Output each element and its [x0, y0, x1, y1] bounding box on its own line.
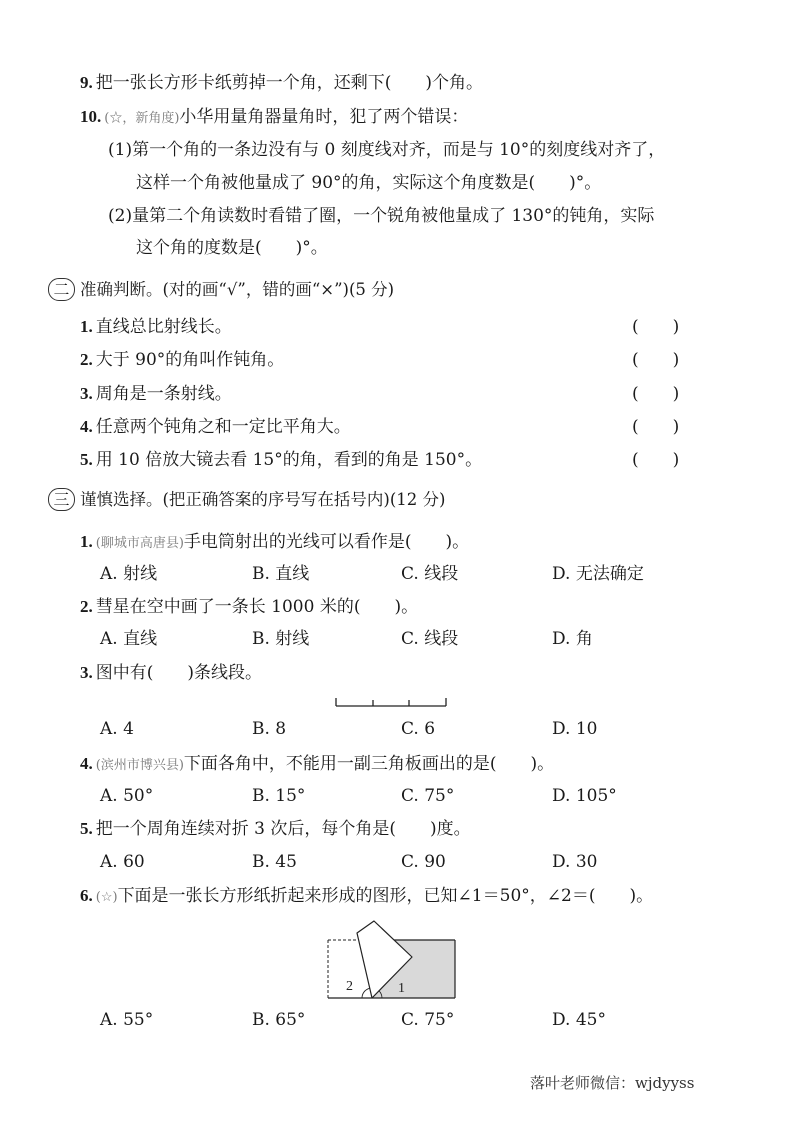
- answer-blank: ( ): [632, 317, 680, 337]
- angle-2-arc: [362, 988, 370, 998]
- question-number: 10.: [80, 107, 102, 126]
- question-text: 下面各角中，不能用一副三角板画出的是( )。: [183, 754, 555, 774]
- item-text: 直线总比射线长。: [95, 317, 232, 337]
- question-9: [80, 71, 483, 95]
- option-b: B. 45: [252, 852, 297, 872]
- judgment-item: [80, 348, 284, 372]
- question-text: 下面是一张长方形纸折起来形成的图形，已知∠1＝50°，∠2＝( )。: [117, 886, 654, 906]
- item-text: 周角是一条射线。: [95, 384, 232, 404]
- choice-question-3: [80, 661, 262, 685]
- question-10-sub2-line1: (2)量第二个角读数时看错了圈，一个锐角被他量成了 130°的钝角，实际: [108, 206, 655, 226]
- question-text: 彗星在空中画了一条长 1000 米的( )。: [95, 597, 419, 617]
- choice-question-2: [80, 595, 418, 619]
- question-text: 小华用量角器量角时，犯了两个错误：: [179, 107, 469, 127]
- question-number: 5.: [80, 819, 93, 838]
- judgment-item: [80, 448, 482, 472]
- angle-1-label: 1: [398, 981, 405, 996]
- choice-question-4: [80, 752, 554, 776]
- question-10-sub1-line2: 这样一个角被他量成了 90°的角，实际这个角度数是( )°。: [136, 173, 602, 193]
- option-a: A. 60: [100, 852, 145, 872]
- option-b: B. 直线: [252, 564, 310, 584]
- option-c: C. 线段: [401, 564, 459, 584]
- question-10: [80, 105, 468, 129]
- option-c: C. 90: [401, 852, 446, 872]
- question-text: 把一个周角连续对折 3 次后，每个角是( )度。: [95, 819, 471, 839]
- question-tag: (☆，新角度): [104, 111, 180, 126]
- choice-question-5: [80, 817, 471, 841]
- answer-blank: ( ): [632, 417, 680, 437]
- item-number: 2.: [80, 350, 93, 369]
- judgment-item: [80, 315, 232, 339]
- option-d: D. 角: [552, 629, 593, 649]
- question-number: 6.: [80, 886, 93, 905]
- option-b: B. 65°: [252, 1010, 306, 1030]
- option-d: D. 无法确定: [552, 564, 644, 584]
- option-c: C. 6: [401, 719, 436, 739]
- footer-contact: 落叶老师微信：wjdyyss: [530, 1074, 695, 1092]
- section-title: 准确判断。(对的画“√”，错的画“×”)(5 分): [80, 280, 395, 299]
- item-text: 任意两个钝角之和一定比平角大。: [95, 417, 351, 437]
- question-number: 3.: [80, 663, 93, 682]
- option-d: D. 45°: [552, 1010, 606, 1030]
- choice-question-6: [80, 884, 653, 908]
- question-text: 把一张长方形卡纸剪掉一个角，还剩下( )个角。: [95, 73, 484, 93]
- option-c: C. 线段: [401, 629, 459, 649]
- question-number: 9.: [80, 73, 93, 92]
- option-b: B. 射线: [252, 629, 310, 649]
- option-d: D. 30: [552, 852, 598, 872]
- option-a: A. 50°: [100, 786, 154, 806]
- question-tag: (☆): [95, 890, 118, 905]
- item-number: 3.: [80, 384, 93, 403]
- option-a: A. 4: [100, 719, 134, 739]
- option-c: C. 75°: [401, 1010, 455, 1030]
- judgment-item: [80, 382, 232, 406]
- answer-blank: ( ): [632, 384, 680, 404]
- question-text: 手电筒射出的光线可以看作是( )。: [183, 532, 470, 552]
- question-tag: (滨州市博兴县): [95, 758, 184, 773]
- section-title: 谨慎选择。(把正确答案的序号写在括号内)(12 分): [80, 490, 446, 509]
- option-a: A. 55°: [100, 1010, 154, 1030]
- folded-paper-figure: [320, 912, 465, 1007]
- item-text: 大于 90°的角叫作钝角。: [95, 350, 285, 370]
- section-marker: 二: [48, 278, 75, 301]
- judgment-item: [80, 415, 351, 439]
- question-number: 1.: [80, 532, 93, 551]
- section-marker: 三: [48, 488, 75, 511]
- option-a: A. 直线: [100, 629, 158, 649]
- question-number: 4.: [80, 754, 93, 773]
- question-text: 图中有( )条线段。: [95, 663, 263, 683]
- answer-blank: ( ): [632, 350, 680, 370]
- option-c: C. 75°: [401, 786, 455, 806]
- question-number: 2.: [80, 597, 93, 616]
- option-b: B. 8: [252, 719, 287, 739]
- option-d: D. 10: [552, 719, 598, 739]
- question-10-sub2-line2: 这个角的度数是( )°。: [136, 238, 328, 258]
- item-text: 用 10 倍放大镜去看 15°的角，看到的角是 150°。: [95, 450, 483, 470]
- item-number: 5.: [80, 450, 93, 469]
- question-tag: (聊城市高唐县): [95, 536, 184, 551]
- segment-figure: [330, 694, 452, 710]
- option-a: A. 射线: [100, 564, 158, 584]
- option-d: D. 105°: [552, 786, 617, 806]
- item-number: 4.: [80, 417, 93, 436]
- choice-question-1: [80, 530, 469, 554]
- answer-blank: ( ): [632, 450, 680, 470]
- question-10-sub1-line1: (1)第一个角的一条边没有与 0 刻度线对齐，而是与 10°的刻度线对齐了，: [108, 140, 666, 160]
- angle-2-label: 2: [346, 979, 353, 994]
- option-b: B. 15°: [252, 786, 306, 806]
- item-number: 1.: [80, 317, 93, 336]
